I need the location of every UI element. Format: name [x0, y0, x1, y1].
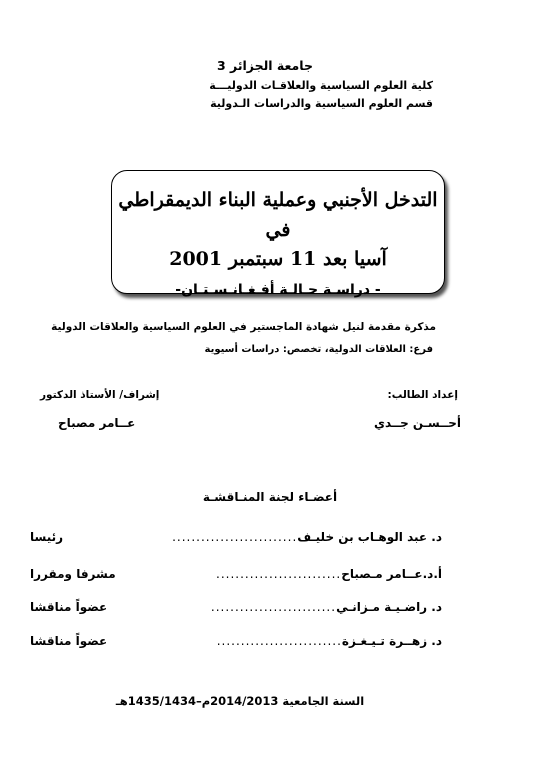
member-name: د. راضـيـة مـزانـي: [336, 600, 442, 614]
committee-heading: أعضـاء لجنة المنـاقشـة: [202, 490, 338, 504]
memo-statement: مذكرة مقدمة لنيل شهادة الماجستير في العلوم السياسية والعلاقات الدولية: [51, 321, 436, 333]
supervisor-name: عــامر مصباح: [58, 416, 136, 430]
member-role: مشرفا ومقررا: [30, 567, 116, 581]
student-name: أحــسـن جــدي: [373, 416, 461, 430]
member-dots: ..........................: [172, 530, 298, 544]
thesis-subtitle: - دراسـة حـالـة أفـغـانـسـتـان-: [175, 282, 381, 298]
member-name: د. عبد الوهـاب بن خليـف: [297, 530, 442, 544]
thesis-title-line-1: التدخل الأجنبي وعملية البناء الديمقراطي في: [118, 189, 438, 241]
department-name: قسم العلوم السياسية والدراسات الـدولية: [210, 97, 433, 110]
member-dots: ..........................: [216, 634, 342, 648]
member-name: أ.د.عــامر مـصباح: [341, 567, 442, 581]
member-role: عضواً مناقشا: [30, 600, 108, 614]
academic-year: السنة الجامعية 2014/2013م–1435/1434هـ: [115, 694, 365, 708]
student-label: إعداد الطالب:: [387, 389, 458, 401]
committee-member: [30, 598, 442, 616]
member-name: د. زهــرة تـيـغـزة: [341, 634, 442, 648]
member-role: عضواً مناقشا: [30, 634, 108, 648]
supervisor-label: إشراف/ الأستاذ الدكتور: [40, 389, 160, 401]
committee-member: [30, 565, 442, 583]
faculty-name: كلية العلوم السياسية والعلاقـات الدوليـــة: [209, 79, 433, 92]
branch-specialization: فرع: العلاقات الدولية، تخصص: دراسات أسيوية: [204, 344, 433, 355]
member-dots: ..........................: [210, 600, 337, 614]
committee-member: [30, 528, 442, 546]
member-role: رئيسا: [30, 530, 64, 544]
thesis-title-box: [111, 170, 445, 298]
university-name: جامعة الجزائر 3: [216, 58, 313, 73]
committee-member: [30, 632, 442, 650]
university-header: [113, 56, 433, 113]
thesis-title-line-2: آسيا بعد 11 سبتمبر 2001: [169, 248, 387, 270]
member-dots: ..........................: [216, 567, 342, 581]
